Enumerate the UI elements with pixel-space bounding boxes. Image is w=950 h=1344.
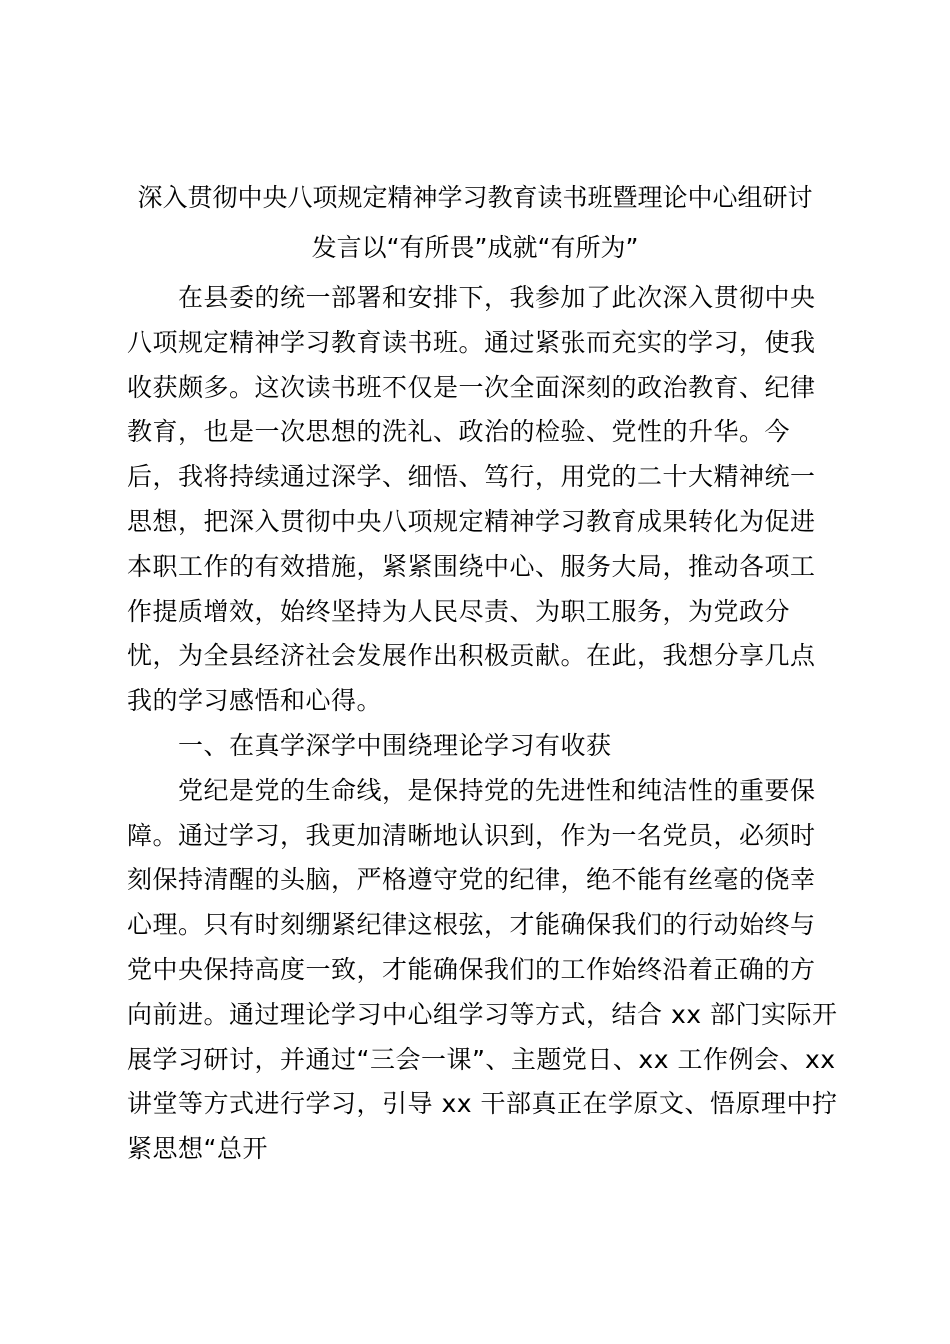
body-line: 后，我将持续通过深学、细悟、笃行，用党的二十大精神统一 [127, 462, 816, 491]
body-line: 在县委的统一部署和安排下，我参加了此次深入贯彻中央 [127, 283, 816, 312]
body-line: 展学习研讨，并通过“三会一课”、主题党日、xx 工作例会、xx [127, 1045, 836, 1074]
document-title-line-2: 发言以“有所畏”成就“有所为” [311, 233, 639, 262]
body-line: 八项规定精神学习教育读书班。通过紧张而充实的学习，使我 [127, 328, 816, 357]
body-line: 思想，把深入贯彻中央八项规定精神学习教育成果转化为促进 [127, 507, 816, 536]
body-line: 障。通过学习，我更加清晰地认识到，作为一名党员，必须时 [127, 821, 816, 850]
body-line: 党纪是党的生命线，是保持党的先进性和纯洁性的重要保 [127, 776, 816, 805]
body-line: 向前进。通过理论学习中心组学习等方式，结合 xx 部门实际开 [127, 1000, 838, 1029]
body-line: 讲堂等方式进行学习，引导 xx 干部真正在学原文、悟原理中拧 [127, 1089, 838, 1118]
body-line: 忧，为全县经济社会发展作出积极贡献。在此，我想分享几点 [127, 641, 816, 670]
body-line: 收获颇多。这次读书班不仅是一次全面深刻的政治教育、纪律 [127, 373, 816, 402]
body-line: 教育，也是一次思想的洗礼、政治的检验、党性的升华。今 [127, 417, 791, 446]
body-line: 刻保持清醒的头脑，严格遵守党的纪律，绝不能有丝毫的侥幸 [127, 865, 816, 894]
document-title-line-1: 深入贯彻中央八项规定精神学习教育读书班暨理论中心组研讨 [137, 183, 813, 212]
body-line: 心理。只有时刻绷紧纪律这根弦，才能确保我们的行动始终与 [127, 910, 816, 939]
body-line: 紧思想“总开 [127, 1134, 268, 1163]
body-line: 党中央保持高度一致，才能确保我们的工作始终沿着正确的方 [127, 955, 816, 984]
section-heading: 一、在真学深学中围绕理论学习有收获 [127, 731, 612, 760]
body-line: 作提质增效，始终坚持为人民尽责、为职工服务，为党政分 [127, 597, 791, 626]
body-line: 本职工作的有效措施，紧紧围绕中心、服务大局，推动各项工 [127, 552, 816, 581]
body-line: 我的学习感悟和心得。 [127, 686, 383, 715]
